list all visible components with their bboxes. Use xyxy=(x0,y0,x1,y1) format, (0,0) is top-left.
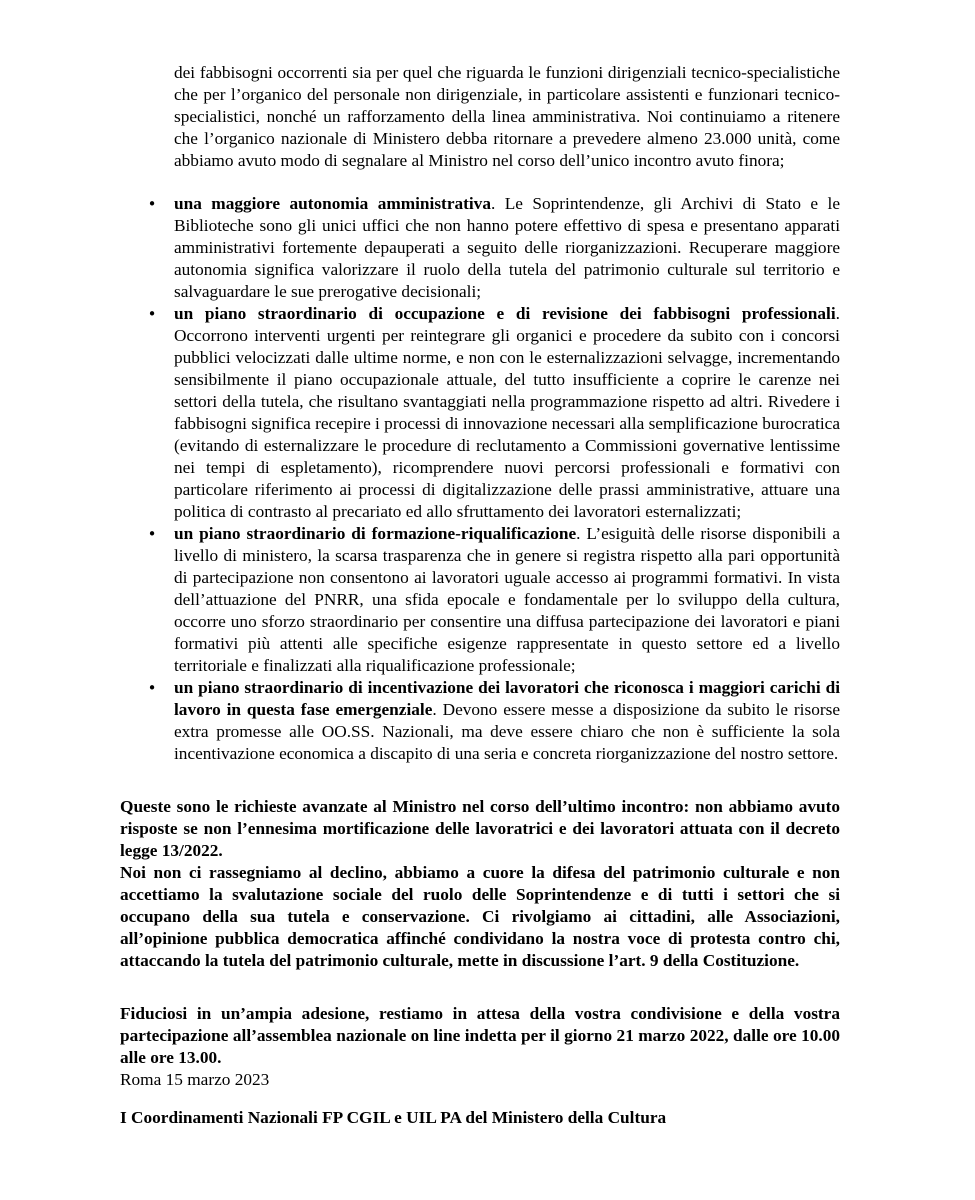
list-item-heading: un piano straordinario di incentivazione dei lavoratori che riconosca i maggiori carichi di lavoro in questa fase emergenziale xyxy=(174,678,840,719)
list-item-body: . L’esiguità delle risorse disponibili a livello di ministero, la scarsa trasparenza che in genere si registra rispetto alla pari opportunità di partecipazione non consentono ai lavoratori uguale accesso ai programmi formativi. In vista dell’attuazione del PNRR, una sfida epocale e fondamentale per lo sviluppo della cultura, occorre uno sforzo straordinario per consentire una diffusa partecipazione dei lavoratori e piani formativi più attenti alle specifiche esigenze rappresentate in questo settore ed a livello territoriale e finalizzati alla riqualificazione professionale; xyxy=(174,524,840,675)
bullet-icon: • xyxy=(147,679,157,697)
bullet-icon: • xyxy=(147,195,157,213)
list-item xyxy=(147,193,840,303)
list-item-body: . Devono essere messe a disposizione da subito le risorse extra promesse alle OO.SS. Nazionali, ma deve essere chiaro che non è sufficiente la sola incentivazione economica a discapito di una seria e concreta riorganizzazione del nostro settore. xyxy=(174,700,840,763)
bullet-icon: • xyxy=(147,525,157,543)
list-item-heading: una maggiore autonomia amministrativa xyxy=(174,194,491,213)
demands-list xyxy=(147,193,841,765)
list-item xyxy=(147,677,840,765)
list-item-heading: un piano straordinario di formazione-riqualificazione xyxy=(174,524,577,543)
list-item xyxy=(147,523,840,677)
closing-section xyxy=(120,1003,840,1091)
list-item-body: . Occorrono interventi urgenti per reintegrare gli organici e procedere da subito con i concorsi pubblici velocizzati dalle ultime norme, e non con le esternalizzazioni selvagge, incrementando sensibilmente il piano occupazionale attuale, del tutto insufficiente a coprire le carenze nei settori della tutela, che risultano svantaggiati nella programmazione rispetto ad altri. Rivedere i fabbisogni significa recepire i processi di innovazione necessari alla semplificazione burocratica (evitando di esternalizzare le procedure di reclutamento a Commissioni governative lentissime nei tempi di espletamento), ricomprendere nuovi percorsi professionali e formativi con particolare riferimento ai processi di digitalizzazione delle prassi amministrative, attuare una politica di contrasto al precariato ed allo sfruttamento dei lavoratori esternalizzati; xyxy=(174,304,841,521)
list-item-body: . Le Soprintendenze, gli Archivi di Stato e le Biblioteche sono gli unici uffici che non hanno potere effettivo di spesa e presentano apparati amministrativi fortemente depauperati a seguito delle riorganizzazioni. Recuperare maggiore autonomia significa valorizzare il ruolo della tutela del patrimonio culturale sul territorio e salvaguardare le sue prerogative decisionali; xyxy=(174,194,840,301)
closing-paragraph: Fiduciosi in un’ampia adesione, restiamo in attesa della vostra condivisione e della vostra partecipazione all’assemblea nazionale on line indetta per il giorno 21 marzo 2022, dalle ore 10.00 alle ore 13.00. xyxy=(120,1004,840,1067)
list-item-heading: un piano straordinario di occupazione e di revisione dei fabbisogni professionali xyxy=(174,304,836,323)
appeal-paragraph: Noi non ci rassegniamo al declino, abbiamo a cuore la difesa del patrimonio culturale e non accettiamo la svalutazione sociale del ruolo delle Soprintendenze e di tutti i settori che si occupano della sua tutela e conservazione. Ci rivolgiamo ai cittadini, alle Associazioni, all’opinione pubblica democratica affinché condividano la nostra voce di protesta contro chi, attaccando la tutela del patrimonio culturale, mette in discussione l’art. 9 della Costituzione. xyxy=(120,863,840,970)
bullet-icon: • xyxy=(147,305,157,323)
date-line: Roma 15 marzo 2023 xyxy=(120,1070,270,1089)
requests-paragraph: Queste sono le richieste avanzate al Ministro nel corso dell’ultimo incontro: non abbiamo avuto risposte se non l’ennesima mortificazione delle lavoratrici e dei lavoratori attuata con il decreto legge 13/2022. xyxy=(120,797,840,860)
continuation-paragraph: dei fabbisogni occorrenti sia per quel che riguarda le funzioni dirigenziali tecnico-specialistiche che per l’organico del personale non dirigenziale, in particolare assistenti e funzionari tecnico-specialistici, nonché un rafforzamento della linea amministrativa. Noi continuiamo a ritenere che l’organico nazionale di Ministero debba ritornare a prevedere almeno 23.000 unità, come abbiamo avuto modo di segnalare al Ministro nel corso dell’unico incontro avuto finora; xyxy=(174,63,840,170)
list-item xyxy=(147,303,841,523)
signature: I Coordinamenti Nazionali FP CGIL e UIL PA del Ministero della Cultura xyxy=(120,1108,667,1127)
